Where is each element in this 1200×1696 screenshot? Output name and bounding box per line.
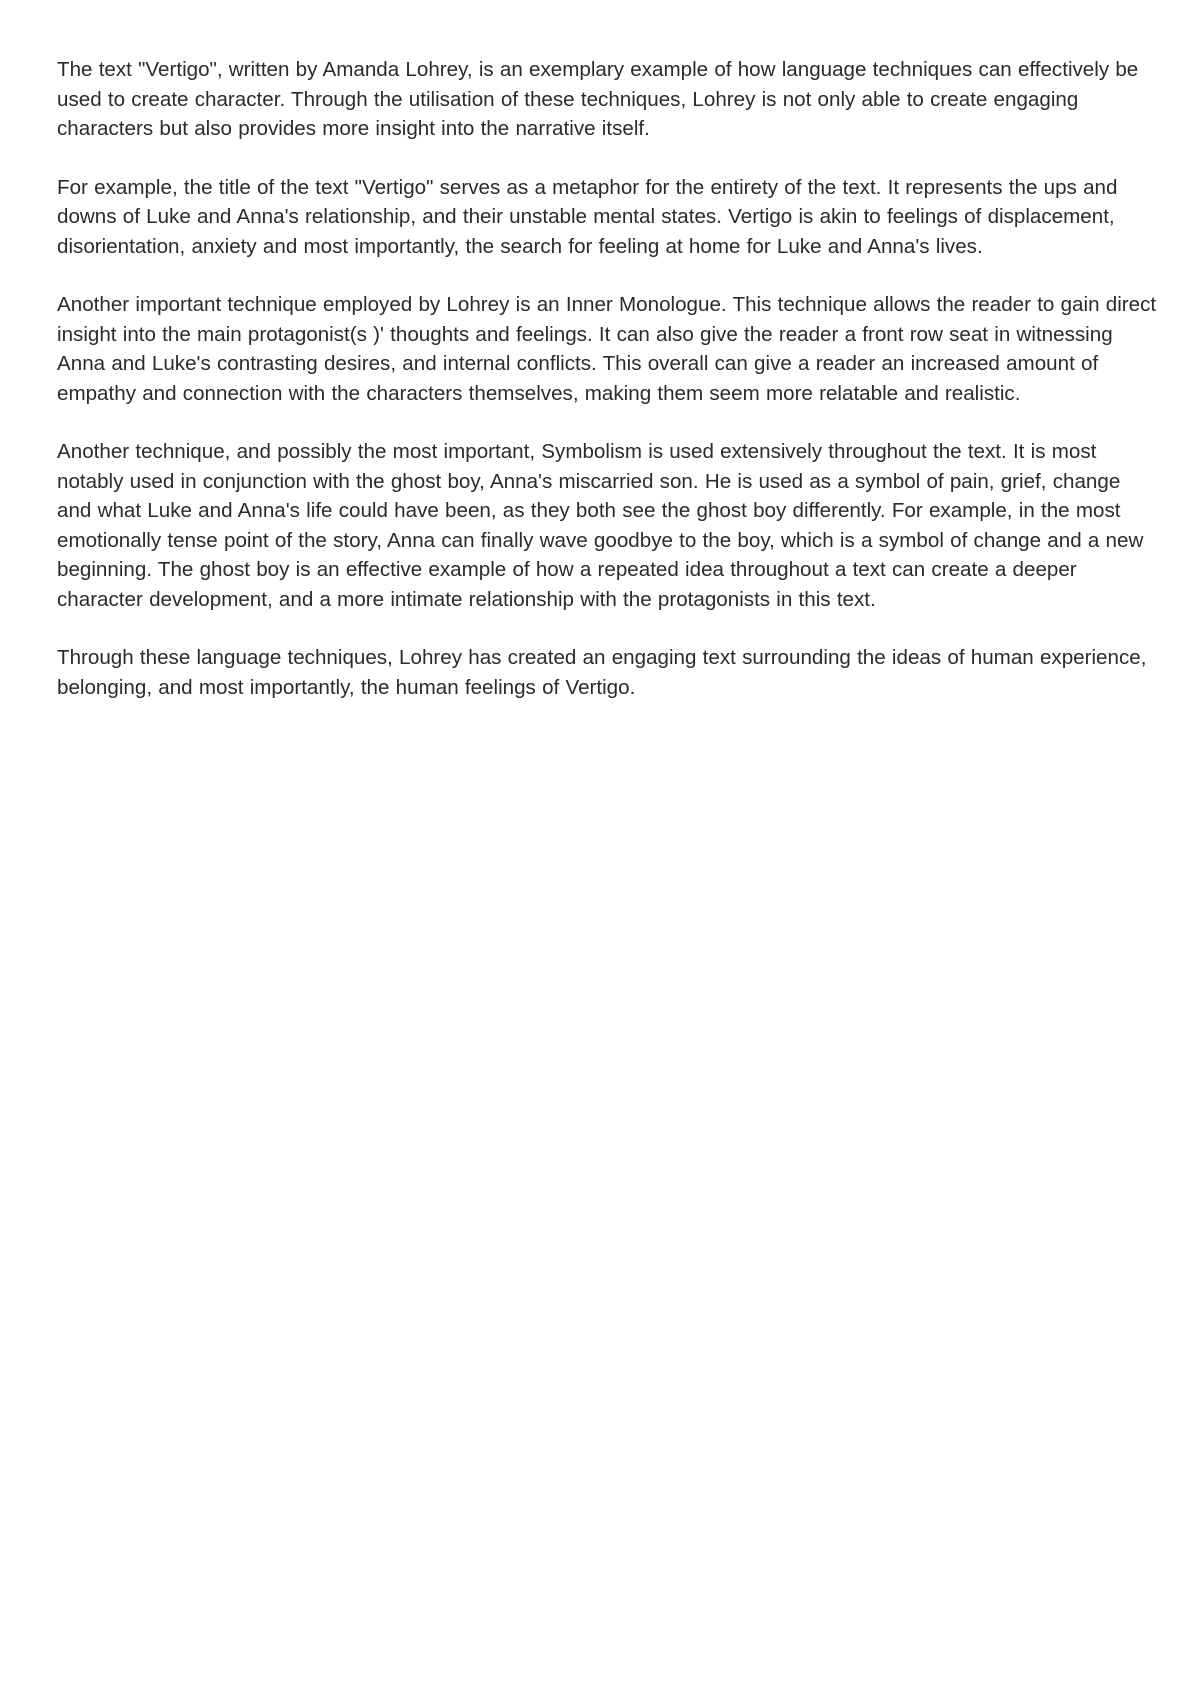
paragraph-conclusion: Through these language techniques, Lohrey has created an engaging text surrounding the ideas of human experience, belonging, and most importantly, the human feelings of Vertigo. bbox=[57, 646, 1147, 699]
paragraph-symbolism: Another technique, and possibly the most important, Symbolism is used extensively throughout the text. It is most notably used in conjunction with the ghost boy, Anna's miscarried son. He is used as a symbol of pain, grief, change and what Luke and Anna's life could have been, as they both see the ghost boy differently. For example, in the most emotionally tense point of the story, Anna can finally wave goodbye to the boy, which is a symbol of change and a new beginning. The ghost boy is an effective example of how a repeated idea throughout a text can create a deeper character development, and a more intimate relationship with the protagonists in this text. bbox=[57, 440, 1144, 611]
paragraph-intro: The text "Vertigo", written by Amanda Lohrey, is an exemplary example of how language techniques can effectively be used to create character. Through the utilisation of these techniques, Lohrey is not only able to create engaging characters but also provides more insight into the narrative itself. bbox=[57, 58, 1139, 140]
paragraph-title-metaphor: For example, the title of the text "Vertigo" serves as a metaphor for the entirety of the text. It represents the ups and downs of Luke and Anna's relationship, and their unstable mental states. Vertigo is akin to feelings of displacement, disorientation, anxiety and most importantly, the search for feeling at home for Luke and Anna's lives. bbox=[57, 175, 1118, 258]
document-body bbox=[57, 55, 1157, 731]
paragraph-inner-monologue: Another important technique employed by Lohrey is an Inner Monologue. This technique allows the reader to gain direct insight into the main protagonist(s )' thoughts and feelings. It can also give the reader a front row seat in witnessing Anna and Luke's contrasting desires, and internal conflicts. This overall can give a reader an increased amount of empathy and connection with the characters themselves, making them seem more relatable and realistic. bbox=[57, 293, 1157, 405]
